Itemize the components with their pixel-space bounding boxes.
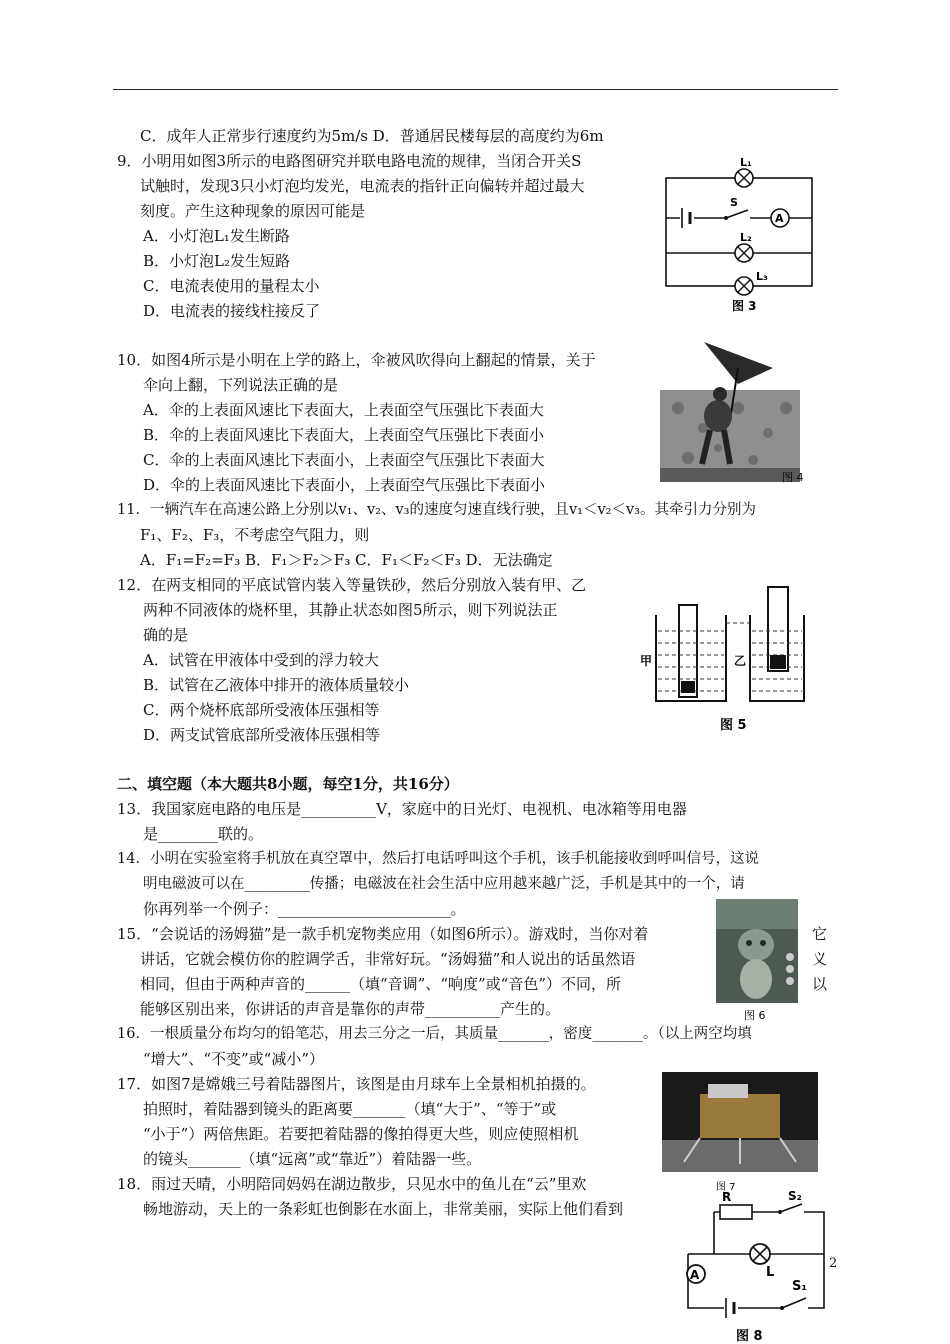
text-line: 两种不同液体的烧杯里，其静止状态如图5所示，则下列说法正 (143, 601, 558, 619)
text-line: C．成年人正常步行速度约为5m/s D．普通居民楼每层的高度约为6m (140, 127, 604, 145)
text-line: F₁、F₂、F₃，不考虑空气阻力，则 (140, 526, 370, 544)
question-17: 17．如图7是嫦娥三号着陆器图片，该图是由月球车上全景相机拍摄的。 (117, 1075, 596, 1093)
figure-8-circuit (684, 1190, 830, 1344)
question-14: 14．小明在实验室将手机放在真空罩中，然后打电话呼叫这个手机，该手机能接收到呼叫信号，这说 (117, 851, 759, 867)
figure-5-beakers (618, 583, 808, 735)
text-line: 你再列举一个例子：_______________________。 (143, 900, 466, 918)
label-s1: S₁ (792, 1279, 808, 1294)
label-l1: L₁ (740, 158, 752, 169)
figure-7-caption: 图 7 (716, 1182, 736, 1193)
text-line: 明电磁波可以在_________传播；电磁波在社会生活中应用越来越广泛，手机是其中的一个，请 (143, 876, 745, 892)
question-12: 12．在两支相同的平底试管内装入等量铁砂，然后分别放入装有甲、乙 (117, 576, 587, 594)
option-b: B．伞的上表面风速比下表面大，上表面空气压强比下表面小 (143, 426, 545, 444)
option-d: D．伞的上表面风速比下表面小，上表面空气压强比下表面小 (143, 476, 546, 494)
text-line: 的镜头_______（填“远离”或“靠近”）着陆器一些。 (143, 1150, 482, 1168)
label-l: L (766, 1265, 775, 1280)
label-r: R (722, 1190, 732, 1204)
option-a: A．小灯泡L₁发生断路 (143, 227, 290, 245)
label-s: S (730, 196, 738, 209)
text-line: 畅地游动，天上的一条彩虹也倒影在水面上，非常美丽，实际上他们看到 (143, 1200, 624, 1218)
option-c: C．两个烧杯底部所受液体压强相等 (143, 701, 380, 719)
figure-5-caption: 图 5 (720, 718, 747, 733)
figure-3-caption: 图 3 (732, 299, 757, 313)
figure-8-caption: 图 8 (736, 1329, 763, 1344)
label-a: A (775, 212, 784, 225)
figure-4-caption: 图 4 (782, 471, 804, 484)
label-s2: S₂ (788, 1190, 802, 1203)
figure-6-caption: 图 6 (744, 1009, 766, 1022)
bulb-icon (735, 244, 753, 262)
text-line: 是________联的。 (143, 825, 264, 843)
option-b: B．小灯泡L₂发生短路 (143, 252, 290, 270)
option-a: A．试管在甲液体中受到的浮力较大 (143, 651, 379, 669)
figure-3-circuit (660, 158, 820, 318)
question-16: 16．一根质量分布均匀的铅笔芯，用去三分之一后，其质量_______，密度_______。（以上两空均填 (117, 1026, 752, 1042)
text-line: 拍照时，着陆器到镜头的距离要_______（填“大于”、“等于”或 (143, 1100, 557, 1118)
figure-4-photo (658, 338, 808, 488)
text-line: 相同，但由于两种声音的______（填“音调”、“响度”或“音色”）不同，所 (140, 975, 622, 993)
question-18: 18．雨过天晴，小明陪同妈妈在湖边散步，只见水中的鱼儿在“云”里欢 (117, 1175, 587, 1193)
text-line: 伞向上翻，下列说法正确的是 (143, 376, 339, 394)
label-a: A (690, 1268, 700, 1282)
label-yi: 乙 (734, 654, 747, 668)
bulb-icon (735, 169, 753, 187)
bulb-icon (750, 1244, 770, 1264)
text-line: 能够区别出来，你讲话的声音是靠你的声带__________产生的。 (140, 1000, 561, 1018)
question-15: 15．“会说话的汤姆猫”是一款手机宠物类应用（如图6所示）。游戏时，当你对着 (117, 925, 649, 943)
question-9: 9．小明用如图3所示的电路图研究并联电路电流的规律，当闭合开关S (117, 152, 582, 170)
wrap-word: 以 (812, 975, 828, 993)
wrap-word: 它 (812, 925, 828, 943)
figure-6-app (714, 897, 800, 1023)
header-rule (113, 89, 838, 90)
figure-7-photo (660, 1070, 820, 1194)
section-heading: 二、填空题（本大题共8小题，每空1分，共16分） (117, 775, 459, 793)
page-number: 2 (829, 1256, 838, 1271)
text-line: 确的是 (143, 626, 189, 644)
label-l3: L₃ (756, 270, 768, 283)
text-line: 刻度。产生这种现象的原因可能是 (140, 202, 366, 220)
wrap-word: 义 (812, 950, 828, 968)
text-line: “增大”、“不变”或“减小”） (143, 1050, 325, 1068)
question-11: 11．一辆汽车在高速公路上分别以v₁、v₂、v₃的速度匀速直线行驶，且v₁＜v₂＜v₃。其牵引力分别为 (117, 502, 756, 518)
option-c: C．伞的上表面风速比下表面小，上表面空气压强比下表面大 (143, 451, 545, 469)
bulb-icon (735, 277, 753, 295)
label-jia: 甲 (640, 654, 653, 668)
option-b: B．试管在乙液体中排开的液体质量较小 (143, 676, 410, 694)
option-a: A．伞的上表面风速比下表面大，上表面空气压强比下表面大 (143, 401, 544, 419)
question-13: 13．我国家庭电路的电压是__________V，家庭中的日光灯、电视机、电冰箱等用电器 (117, 800, 687, 818)
options-row: A．F₁=F₂=F₃ B．F₁＞F₂＞F₃ C．F₁＜F₂＜F₃ D．无法确定 (140, 551, 553, 569)
text-line: “小于”）两倍焦距。若要把着陆器的像拍得更大些，则应使照相机 (143, 1125, 579, 1143)
text-line: 试触时，发现3只小灯泡均发光，电流表的指针正向偏转并超过最大 (140, 177, 585, 195)
question-10: 10．如图4所示是小明在上学的路上，伞被风吹得向上翻起的情景，关于 (117, 351, 596, 369)
text-line: 讲话，它就会模仿你的腔调学舌，非常好玩。“汤姆猫”和人说出的话虽然语 (140, 950, 636, 968)
option-d: D．两支试管底部所受液体压强相等 (143, 726, 381, 744)
option-d: D．电流表的接线柱接反了 (143, 302, 321, 320)
option-c: C．电流表使用的量程太小 (143, 277, 320, 295)
label-l2: L₂ (740, 231, 752, 244)
